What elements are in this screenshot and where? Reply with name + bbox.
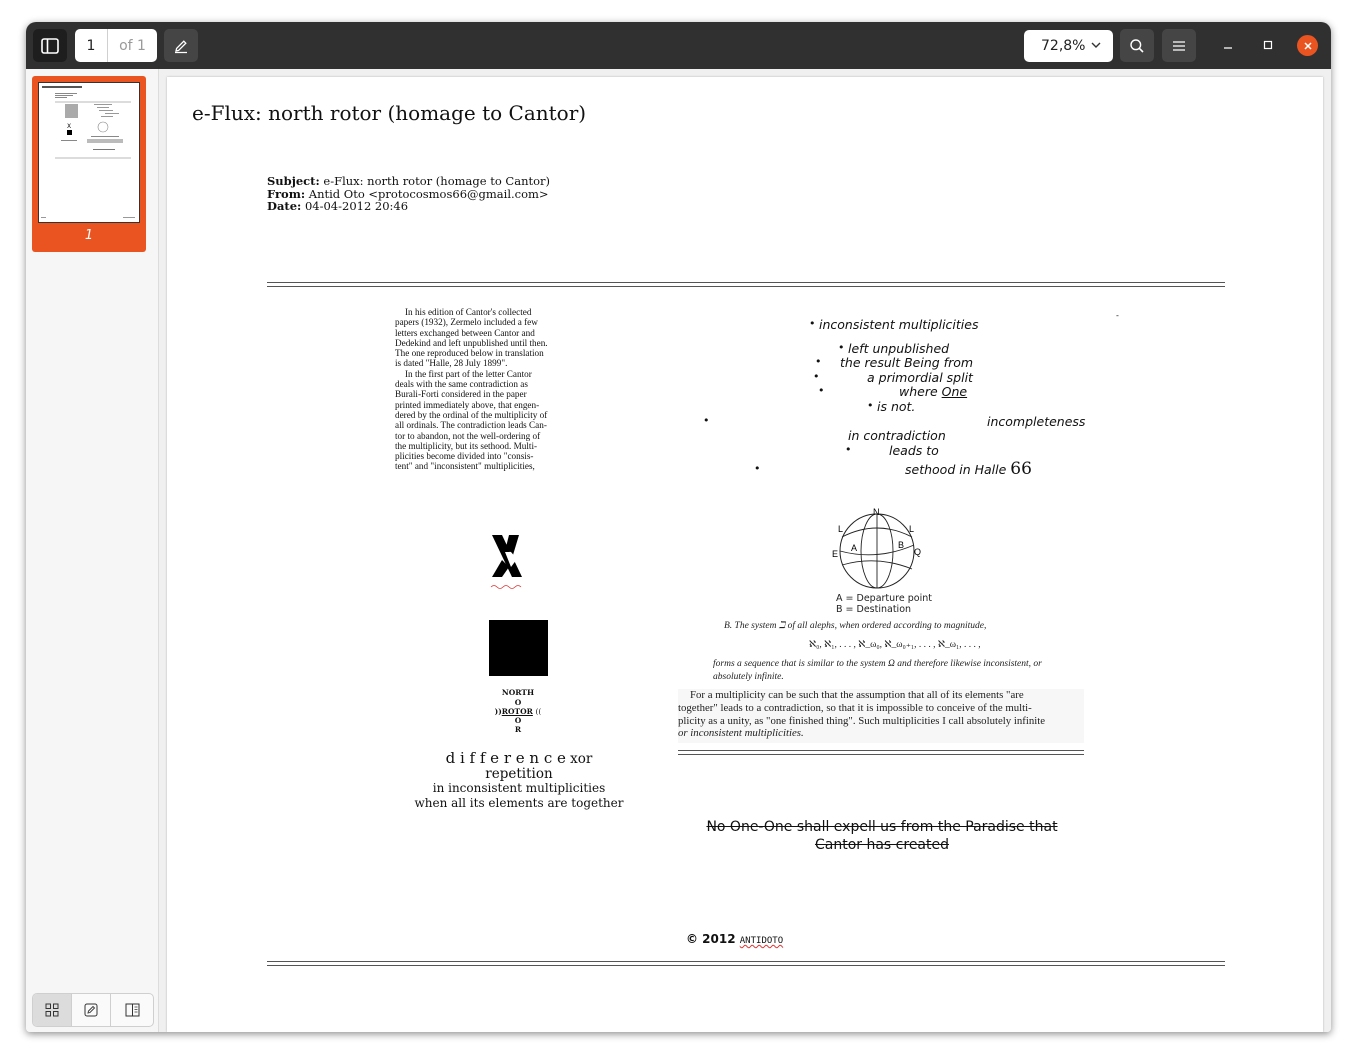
poem-line: the result Being from — [840, 355, 974, 370]
bullet: • — [813, 370, 820, 383]
page-thumbnail[interactable] — [32, 76, 146, 252]
thumbnail-page-preview — [38, 82, 140, 223]
quote-line: or inconsistent multiplicities. — [678, 727, 804, 740]
zoom-dropdown[interactable] — [1024, 30, 1113, 62]
bullet: • — [818, 384, 825, 397]
sidebar-toggle-button[interactable] — [33, 29, 67, 62]
mark: - — [1116, 311, 1119, 320]
page-title: e-Flux: north rotor (homage to Cantor) — [192, 101, 587, 125]
difference-rest: xor repetition — [485, 751, 593, 782]
scan-line: the multiplicity, but its sethood. Multi- — [395, 440, 538, 451]
document-view[interactable] — [159, 69, 1331, 1032]
poem-line: in contradiction — [848, 428, 946, 443]
document-page — [167, 77, 1323, 1032]
quote-divider — [678, 750, 1084, 755]
paradise-text: No One-One shall expell us from the Paradise that Cantor has created — [706, 819, 1058, 853]
date-key: Date: — [267, 199, 302, 213]
thumbnail-miniature — [39, 83, 139, 222]
scan-line: Burali-Forti considered in the paper — [395, 389, 527, 400]
search-button[interactable] — [1120, 29, 1154, 62]
top-divider — [267, 282, 1225, 287]
search-icon — [1129, 38, 1145, 54]
scan-line: is dated "Halle, 28 July 1899". — [395, 358, 508, 369]
current-page-input[interactable]: 1 — [75, 29, 108, 62]
minimize-button[interactable] — [1218, 35, 1238, 55]
alephs-line: B. The system ℶ of all alephs, when ordered according to magnitude, — [724, 621, 987, 631]
label-a: A — [851, 543, 858, 553]
label-q: Q — [914, 547, 922, 557]
quote-line: plicity as a unity, as "one finished thing". Such multiplicities I call absolutely infinite — [678, 714, 1046, 727]
scan-line: deals with the same contradiction as — [395, 379, 528, 390]
email-header — [267, 175, 550, 213]
rotor-label: ROTOR — [501, 707, 533, 716]
scan-line: letters exchanged between Cantor and — [395, 327, 535, 338]
from-key: From: — [267, 186, 306, 201]
thumbnail-page-number: 1 — [84, 228, 94, 243]
minimize-icon — [1223, 40, 1233, 50]
page-count-label: of 1 — [119, 37, 146, 54]
header-bar — [26, 22, 1331, 69]
poem-line: a primordial split — [867, 370, 973, 385]
alephs-sequence: ℵ₀, ℵ₁, . . . , ℵ_ω₀, ℵ_ω₀₊₁, . . . , ℵ_ω₁, . . . , — [809, 640, 981, 650]
copyright — [686, 932, 783, 946]
grid-icon — [45, 1003, 59, 1017]
main-menu-button[interactable] — [1162, 29, 1196, 62]
difference-text — [413, 751, 625, 810]
scan-line: The one reproduced below in translation — [395, 348, 544, 359]
north-label: NORTH — [501, 688, 535, 697]
sidebar-icon — [41, 38, 59, 54]
chevron-down-icon — [1090, 39, 1102, 51]
thumbnail-sidebar — [26, 69, 159, 1032]
poem-where: where — [899, 384, 942, 399]
page-number-entry[interactable] — [75, 29, 157, 62]
scan-line: In the first part of the letter Cantor — [405, 368, 532, 379]
bullet: • — [809, 317, 816, 330]
poem-line: inconsistent multiplicities — [819, 317, 979, 332]
bullet: • — [703, 414, 710, 427]
maximize-icon — [1263, 40, 1273, 50]
label-n: N — [873, 507, 880, 517]
bullet: • — [838, 341, 845, 354]
destination-caption: B = Destination — [836, 604, 912, 615]
difference-word: d i f f e r e n c e — [445, 749, 566, 767]
scanned-text-excerpt — [395, 307, 553, 471]
annotations-tab[interactable] — [72, 994, 111, 1026]
label-l-right: L — [909, 524, 915, 534]
rotor-o-2: O — [514, 716, 522, 725]
thumbnails-tab[interactable] — [33, 994, 72, 1026]
document-viewer-window — [26, 22, 1331, 1032]
quote-line: For a multiplicity can be such that the assumption that all of its elements "are — [690, 689, 1024, 701]
bullet: • — [867, 399, 874, 412]
rotor-o-1: O — [514, 698, 522, 707]
black-square — [489, 620, 548, 676]
scan-line: tent" and "inconsistent" multiplicities, — [395, 461, 535, 471]
bullet: • — [845, 443, 852, 456]
rotor-line — [485, 707, 551, 716]
from-value: Antid Oto <protocosmos66@gmail.com> — [308, 186, 549, 201]
scan-line: plicities become divided into "consis- — [395, 451, 534, 462]
edit-document-icon — [84, 1003, 98, 1017]
book-icon — [125, 1003, 140, 1017]
bullet: • — [754, 462, 761, 475]
subject-key: Subject: — [267, 174, 320, 188]
scanned-quote — [678, 689, 1084, 743]
copyright-year: © 2012 — [686, 932, 736, 946]
quote-line: together" leads to a contradiction, so that it is impossible to conceive of the multi- — [678, 701, 1032, 714]
scan-line: papers (1932), Zermelo included a few — [395, 317, 538, 328]
label-e: E — [832, 549, 839, 559]
alephs-line: absolutely infinite. — [713, 672, 784, 682]
rotor-r: R — [514, 725, 522, 734]
poem-line: incompleteness — [987, 414, 1086, 429]
date-value: 04-04-2012 20:46 — [304, 199, 409, 213]
rotor-left-bracket: )) — [494, 707, 502, 716]
poem-halle: sethood in Halle — [905, 462, 1007, 477]
aleph-icon — [489, 529, 525, 591]
poem-line: is not. — [877, 399, 916, 414]
zoom-value: 72,8% — [1041, 38, 1086, 54]
rotor-right-bracket: (( — [535, 707, 542, 716]
poem-line — [899, 384, 967, 399]
author-name: ANTIDOTO — [739, 936, 784, 946]
scan-line: tor to abandon, not the well-ordering of — [395, 430, 541, 441]
poem-line — [905, 459, 1032, 479]
departure-caption: A = Departure point — [836, 593, 932, 604]
close-button[interactable] — [1297, 35, 1318, 56]
scan-line: printed immediately above, that engen- — [395, 399, 540, 410]
alephs-line: forms a sequence that is similar to the system Ω and therefore likewise inconsistent, or — [713, 659, 1042, 669]
scan-line: dered by the ordinal of the multiplicity of — [395, 409, 548, 420]
poem-line: left unpublished — [848, 341, 950, 356]
scan-line: all ordinals. The contradiction leads Can- — [395, 420, 547, 431]
sidebar-view-switcher — [32, 993, 154, 1027]
scan-line: In his edition of Cantor's collected — [405, 307, 532, 317]
bullet: • — [815, 355, 822, 368]
difference-line: when all its elements are together — [414, 795, 624, 810]
annotate-button[interactable] — [164, 29, 198, 62]
label-b: B — [898, 540, 905, 550]
subject-value: e-Flux: north rotor (homage to Cantor) — [323, 174, 550, 188]
close-icon — [1303, 41, 1313, 51]
poem-number: 66 — [1010, 459, 1032, 479]
pencil-icon — [173, 38, 189, 54]
poem-line: leads to — [889, 443, 939, 458]
scan-line: Dedekind and left unpublished until then. — [395, 337, 548, 348]
svg-text:X: X — [67, 123, 72, 130]
poem-one: One — [941, 384, 968, 399]
maximize-button[interactable] — [1258, 35, 1278, 55]
bottom-divider — [267, 961, 1225, 966]
difference-line: in inconsistent multiplicities — [432, 781, 606, 795]
label-l-left: L — [838, 524, 844, 534]
outline-tab[interactable] — [111, 994, 153, 1026]
hamburger-menu-icon — [1172, 40, 1186, 52]
